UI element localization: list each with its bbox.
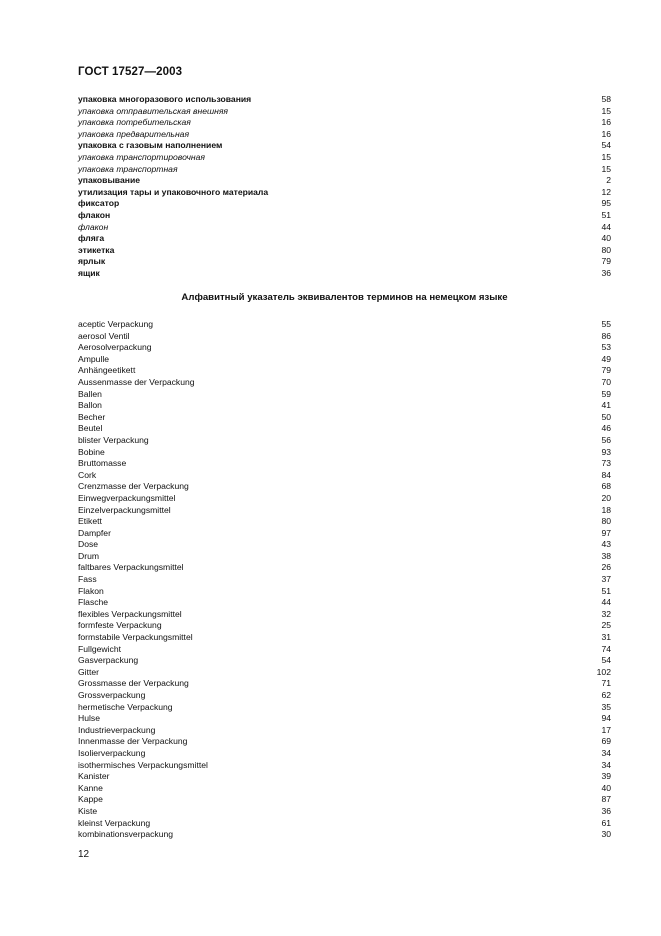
index-term: hermetische Verpackung	[78, 701, 173, 712]
index-entry	[78, 447, 611, 459]
index-page-ref: 79	[601, 256, 611, 267]
index-entry	[78, 319, 611, 331]
index-entry	[78, 644, 611, 656]
index-page-ref: 61	[601, 817, 611, 828]
index-page-ref: 39	[601, 771, 611, 782]
index-page-ref: 51	[601, 209, 611, 220]
index-entry	[78, 632, 611, 644]
index-entry	[78, 435, 611, 447]
index-term: kombinationsverpackung	[78, 829, 174, 840]
index-entry	[78, 725, 611, 737]
index-term: Einwegverpackungsmittel	[78, 492, 176, 503]
index-entry	[78, 198, 611, 210]
index-page-ref: 2	[606, 175, 611, 186]
section-title: Алфавитный указатель эквивалентов терминов на немецком языке	[181, 292, 508, 303]
index-page-ref: 73	[601, 458, 611, 469]
index-term: Dose	[78, 539, 99, 550]
index-term: Ballen	[78, 388, 102, 399]
index-page-ref: 15	[601, 151, 611, 162]
index-entry	[78, 690, 611, 702]
index-term: Fullgewicht	[78, 643, 121, 654]
index-term: Kanister	[78, 771, 110, 782]
index-entry	[78, 574, 611, 586]
index-page-ref: 54	[601, 140, 611, 151]
index-page-ref: 43	[601, 539, 611, 550]
index-page-ref: 56	[601, 434, 611, 445]
index-entry	[78, 256, 611, 268]
index-page-ref: 15	[601, 163, 611, 174]
index-term: formstabile Verpackungsmittel	[78, 632, 193, 643]
index-page-ref: 80	[601, 244, 611, 255]
index-entry	[78, 470, 611, 482]
index-entry	[78, 806, 611, 818]
index-page-ref: 97	[601, 527, 611, 538]
index-term: Crenzmasse der Verpackung	[78, 481, 189, 492]
index-entry	[78, 667, 611, 679]
index-page-ref: 15	[601, 105, 611, 116]
index-entry	[78, 423, 611, 435]
index-entry	[78, 152, 611, 164]
index-entry	[78, 377, 611, 389]
index-page-ref: 68	[601, 481, 611, 492]
index-term: Ampulle	[78, 353, 110, 364]
index-page-ref: 71	[601, 678, 611, 689]
index-entry	[78, 771, 611, 783]
index-page-ref: 46	[601, 423, 611, 434]
index-entry	[78, 516, 611, 528]
index-term: Flasche	[78, 597, 109, 608]
index-page-ref: 36	[601, 805, 611, 816]
german-term-index	[78, 319, 611, 841]
index-entry	[78, 94, 611, 106]
index-term: Kanne	[78, 782, 103, 793]
index-entry	[78, 586, 611, 598]
index-term: упаковка транспортировочная	[78, 151, 206, 162]
index-page-ref: 93	[601, 446, 611, 457]
index-entry	[78, 505, 611, 517]
index-entry	[78, 818, 611, 830]
index-entry	[78, 678, 611, 690]
index-entry	[78, 760, 611, 772]
index-page-ref: 70	[601, 376, 611, 387]
index-entry	[78, 222, 611, 234]
index-entry	[78, 551, 611, 563]
index-page-ref: 87	[601, 794, 611, 805]
index-page-ref: 20	[601, 492, 611, 503]
index-entry	[78, 129, 611, 141]
index-entry	[78, 365, 611, 377]
index-page-ref: 17	[601, 724, 611, 735]
index-entry	[78, 783, 611, 795]
index-page-ref: 74	[601, 643, 611, 654]
index-page-ref: 79	[601, 365, 611, 376]
index-page-ref: 40	[601, 782, 611, 793]
index-entry	[78, 829, 611, 841]
index-term: Aussenmasse der Verpackung	[78, 376, 195, 387]
russian-term-index	[78, 94, 611, 280]
index-entry	[78, 528, 611, 540]
index-entry	[78, 106, 611, 118]
index-term: Isolierverpackung	[78, 747, 146, 758]
index-page-ref: 44	[601, 221, 611, 232]
index-term: Becher	[78, 411, 106, 422]
index-entry	[78, 539, 611, 551]
index-entry	[78, 187, 611, 199]
index-entry	[78, 331, 611, 343]
index-term: Flakon	[78, 585, 104, 596]
index-entry	[78, 412, 611, 424]
index-term: упаковка предварительная	[78, 128, 190, 139]
index-term: Cork	[78, 469, 97, 480]
index-term: упаковка потребительская	[78, 117, 191, 128]
index-term: Aerosolverpackung	[78, 342, 152, 353]
index-entry	[78, 175, 611, 187]
index-term: formfeste Verpackung	[78, 620, 162, 631]
index-page-ref: 62	[601, 690, 611, 700]
index-entry	[78, 458, 611, 470]
index-term: этикетка	[78, 244, 115, 255]
index-term: aceptic Verpackung	[78, 319, 154, 329]
index-page-ref: 30	[601, 829, 611, 840]
index-term: Grossmasse der Verpackung	[78, 678, 189, 689]
index-page-ref: 53	[601, 342, 611, 353]
index-page-ref: 51	[601, 585, 611, 596]
index-entry	[78, 268, 611, 280]
index-page-ref: 25	[601, 620, 611, 631]
index-page-ref: 80	[601, 516, 611, 527]
index-page-ref: 41	[601, 400, 611, 411]
index-page-ref: 34	[601, 759, 611, 770]
index-entry	[78, 117, 611, 129]
index-entry	[78, 400, 611, 412]
index-term: Kiste	[78, 805, 98, 816]
index-term: Dampfer	[78, 527, 111, 538]
index-entry	[78, 748, 611, 760]
index-term: Bobine	[78, 446, 105, 457]
index-entry	[78, 389, 611, 401]
index-entry	[78, 164, 611, 176]
index-page-ref: 38	[601, 550, 611, 561]
index-page-ref: 94	[601, 713, 611, 724]
index-page-ref: 35	[601, 701, 611, 712]
index-term: упаковка отправительская внешняя	[78, 105, 229, 116]
index-page-ref: 86	[601, 330, 611, 341]
index-page-ref: 95	[601, 198, 611, 209]
index-page-ref: 50	[601, 411, 611, 422]
index-term: blister Verpackung	[78, 434, 149, 445]
index-term: faltbares Verpackungsmittel	[78, 562, 184, 573]
index-page-ref: 58	[601, 94, 611, 104]
index-term: Gitter	[78, 666, 100, 677]
index-term: Innenmasse der Verpackung	[78, 736, 188, 747]
index-entry	[78, 140, 611, 152]
index-page-ref: 16	[601, 117, 611, 128]
index-page-ref: 34	[601, 747, 611, 758]
page-number: 12	[78, 849, 90, 860]
index-entry	[78, 702, 611, 714]
index-page-ref: 36	[601, 267, 611, 278]
index-entry	[78, 342, 611, 354]
index-page-ref: 37	[601, 574, 611, 585]
index-term: ярлык	[78, 256, 106, 267]
index-term: isothermisches Verpackungsmittel	[78, 759, 208, 770]
index-page-ref: 44	[601, 597, 611, 608]
index-term: Beutel	[78, 423, 103, 434]
index-term: Grossverpackung	[78, 690, 146, 700]
index-entry	[78, 562, 611, 574]
index-entry	[78, 620, 611, 632]
index-term: Hulse	[78, 713, 100, 724]
index-term: фиксатор	[78, 198, 120, 209]
index-term: Ballon	[78, 400, 102, 411]
index-term: aerosol Ventil	[78, 330, 130, 341]
index-term: Etikett	[78, 516, 102, 527]
index-entry	[78, 794, 611, 806]
index-entry	[78, 609, 611, 621]
index-page-ref: 55	[601, 319, 611, 329]
index-entry	[78, 597, 611, 609]
index-term: flexibles Verpackungsmittel	[78, 608, 182, 619]
index-term: Drum	[78, 550, 100, 561]
index-term: фляга	[78, 233, 105, 244]
index-page-ref: 26	[601, 562, 611, 573]
index-entry	[78, 493, 611, 505]
index-entry	[78, 736, 611, 748]
index-page-ref: 84	[601, 469, 611, 480]
index-page-ref: 102	[596, 666, 611, 677]
index-entry	[78, 245, 611, 257]
index-entry	[78, 481, 611, 493]
index-term: упаковка с газовым наполнением	[78, 140, 223, 151]
index-term: флакон	[78, 209, 111, 220]
index-page-ref: 12	[601, 186, 611, 197]
index-page-ref: 54	[601, 655, 611, 666]
document-header: ГОСТ 17527—2003	[78, 66, 183, 78]
index-term: флакон	[78, 221, 109, 232]
index-term: Gasverpackung	[78, 655, 139, 666]
index-page-ref: 40	[601, 233, 611, 244]
index-page-ref: 49	[601, 353, 611, 364]
index-page-ref: 69	[601, 736, 611, 747]
index-term: Fass	[78, 574, 97, 585]
index-term: утилизация тары и упаковочного материала	[78, 186, 269, 197]
index-term: Industrieverpackung	[78, 724, 156, 735]
index-term: упаковка транспортная	[78, 163, 178, 174]
index-entry	[78, 233, 611, 245]
index-term: Anhängeetikett	[78, 365, 136, 376]
index-term: упаковка многоразового использования	[78, 94, 252, 104]
index-page-ref: 16	[601, 128, 611, 139]
index-term: упаковывание	[78, 175, 141, 186]
index-entry	[78, 655, 611, 667]
index-entry	[78, 354, 611, 366]
index-term: Einzelverpackungsmittel	[78, 504, 171, 515]
index-page-ref: 32	[601, 608, 611, 619]
index-term: Bruttomasse	[78, 458, 127, 469]
index-page-ref: 18	[601, 504, 611, 515]
index-page-ref: 59	[601, 388, 611, 399]
index-page-ref: 31	[601, 632, 611, 643]
index-term: kleinst Verpackung	[78, 817, 151, 828]
index-term: Kappe	[78, 794, 103, 805]
index-entry	[78, 210, 611, 222]
index-entry	[78, 713, 611, 725]
index-term: ящик	[78, 267, 100, 278]
